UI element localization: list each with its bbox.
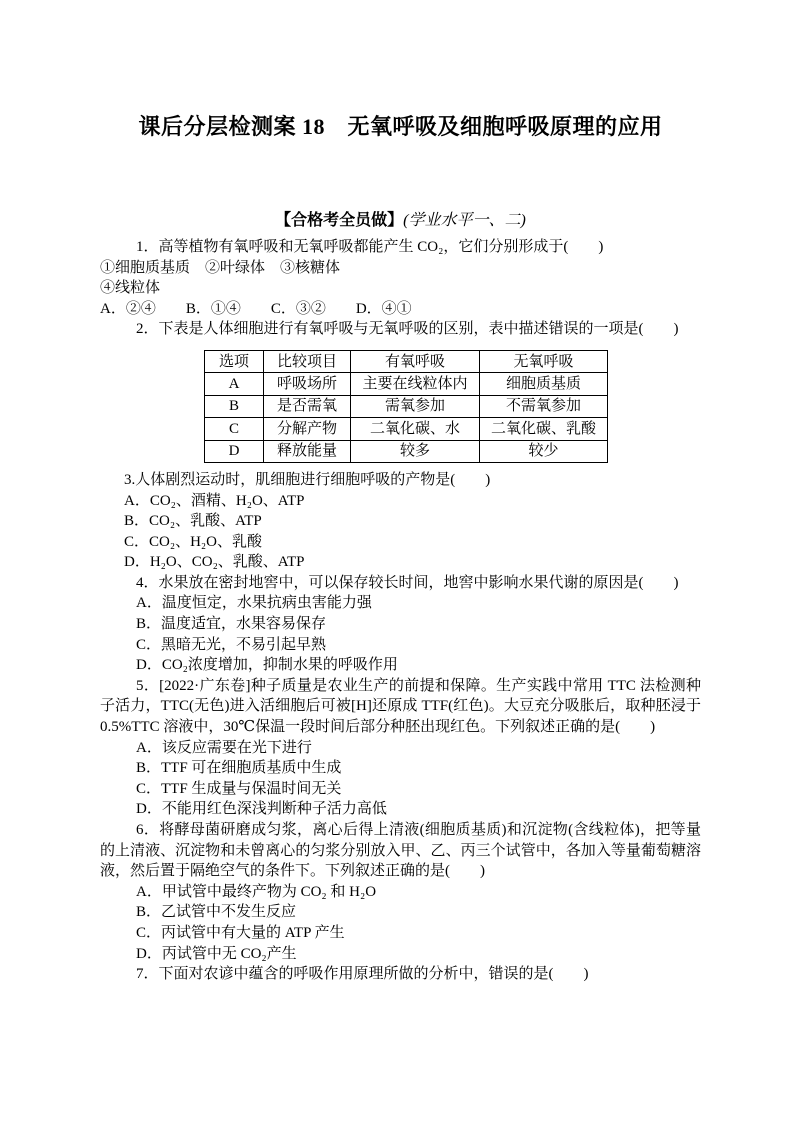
question-6-option-d: D．丙试管中无 CO₂产生 (136, 945, 297, 962)
question-4-option-d: D．CO₂浓度增加，抑制水果的呼吸作用 (136, 657, 398, 674)
question-3-option-a: A．CO₂、酒精、H₂O、ATP (124, 492, 305, 509)
table-cell: 较多 (351, 440, 480, 462)
question-2-stem: 2．下表是人体细胞进行有氧呼吸与无氧呼吸的区别，表中描述错误的一项是( ) (136, 321, 679, 338)
question-1-options: A．②④ B．①④ C．③② D．④① (100, 300, 412, 317)
page-content (100, 112, 701, 985)
question-4-option-a: A．温度恒定，水果抗病虫害能力强 (136, 595, 372, 612)
table-row (205, 440, 608, 462)
question-3-stem: 3.人体剧烈运动时，肌细胞进行细胞呼吸的产物是( ) (124, 471, 491, 488)
table-header-cell: 有氧呼吸 (351, 350, 480, 372)
question-3-option-c: C．CO₂、H₂O、乳酸 (124, 533, 262, 550)
table-cell: 释放能量 (264, 440, 351, 462)
table-cell: 是否需氧 (264, 395, 351, 417)
question-1-suboptions: ①细胞质基质 ②叶绿体 ③核糖体 (100, 259, 341, 276)
question-6-option-c: C．丙试管中有大量的 ATP 产生 (136, 924, 345, 941)
question-5-stem: 5．[2022·广东卷]种子质量是农业生产的前提和保障。生产实践中常用 TTC 法检测种子活力，TTC(无色)进入活细胞后可被[H]还原成 TTF(红色)。大豆充分吸胀后，取种胚浸于0.5%TTC 溶液中，30℃保温一段时间后部分种胚出现红色。下列叙述正确的是( ) (100, 677, 701, 736)
table-cell: 需氧参加 (351, 395, 480, 417)
table-cell: 主要在线粒体内 (351, 373, 480, 395)
table-cell: C (205, 418, 264, 440)
table-header-cell: 无氧呼吸 (480, 350, 608, 372)
table-row (205, 373, 608, 395)
section-note: (学业水平一、二) (403, 212, 526, 229)
table-header-cell: 选项 (205, 350, 264, 372)
table-row (205, 395, 608, 417)
section-label: 【合格考全员做】 (275, 212, 404, 229)
question-5-option-d: D．不能用红色深浅判断种子活力高低 (136, 801, 387, 818)
question-4-stem: 4．水果放在密封地窖中，可以保存较长时间，地窖中影响水果代谢的原因是( ) (136, 574, 679, 591)
table-cell: 细胞质基质 (480, 373, 608, 395)
question-5-option-a: A．该反应需要在光下进行 (136, 739, 312, 756)
table-cell: 分解产物 (264, 418, 351, 440)
table-cell: 呼吸场所 (264, 373, 351, 395)
table-cell: 二氧化碳、乳酸 (480, 418, 608, 440)
table-row (205, 418, 608, 440)
table-cell: 不需氧参加 (480, 395, 608, 417)
question-5-option-b: B．TTF 可在细胞质基质中生成 (136, 760, 342, 777)
question-4-option-b: B．温度适宜，水果容易保存 (136, 616, 327, 633)
question-6-option-a: A．甲试管中最终产物为 CO₂ 和 H₂O (136, 883, 377, 900)
question-1-stem: 1．高等植物有氧呼吸和无氧呼吸都能产生 CO₂，它们分别形成于( ) (136, 239, 604, 255)
table-cell: 较少 (480, 440, 608, 462)
question-4-option-c: C．黑暗无光，不易引起早熟 (136, 636, 327, 653)
question-5-option-c: C．TTF 生成量与保温时间无关 (136, 780, 342, 797)
table-cell: D (205, 440, 264, 462)
table-cell: B (205, 395, 264, 417)
table-cell: 二氧化碳、水 (351, 418, 480, 440)
page-title: 课后分层检测案 18 无氧呼吸及细胞呼吸原理的应用 (138, 114, 663, 139)
question-list (100, 237, 701, 985)
table-cell: A (205, 373, 264, 395)
question-3-option-b: B．CO₂、乳酸、ATP (124, 513, 262, 530)
question-1-suboption-4: ④线粒体 (100, 280, 161, 297)
table-header-cell: 比较项目 (264, 350, 351, 372)
table-header-row (205, 350, 608, 372)
question-6-option-b: B．乙试管中不发生反应 (136, 904, 297, 921)
question-7-stem: 7．下面对农谚中蕴含的呼吸作用原理所做的分析中，错误的是( ) (136, 966, 589, 983)
comparison-table (204, 350, 608, 463)
section-header (100, 210, 701, 231)
question-6-stem: 6．将酵母菌研磨成匀浆，离心后得上清液(细胞质基质)和沉淀物(含线粒体)，把等量的上清液、沉淀物和未曾离心的匀浆分别放入甲、乙、丙三个试管中，各加入等量葡萄糖溶液，然后置于隔绝空气的条件下。下列叙述正确的是( ) (100, 822, 701, 880)
question-3-option-d: D．H₂O、CO₂、乳酸、ATP (124, 554, 305, 571)
